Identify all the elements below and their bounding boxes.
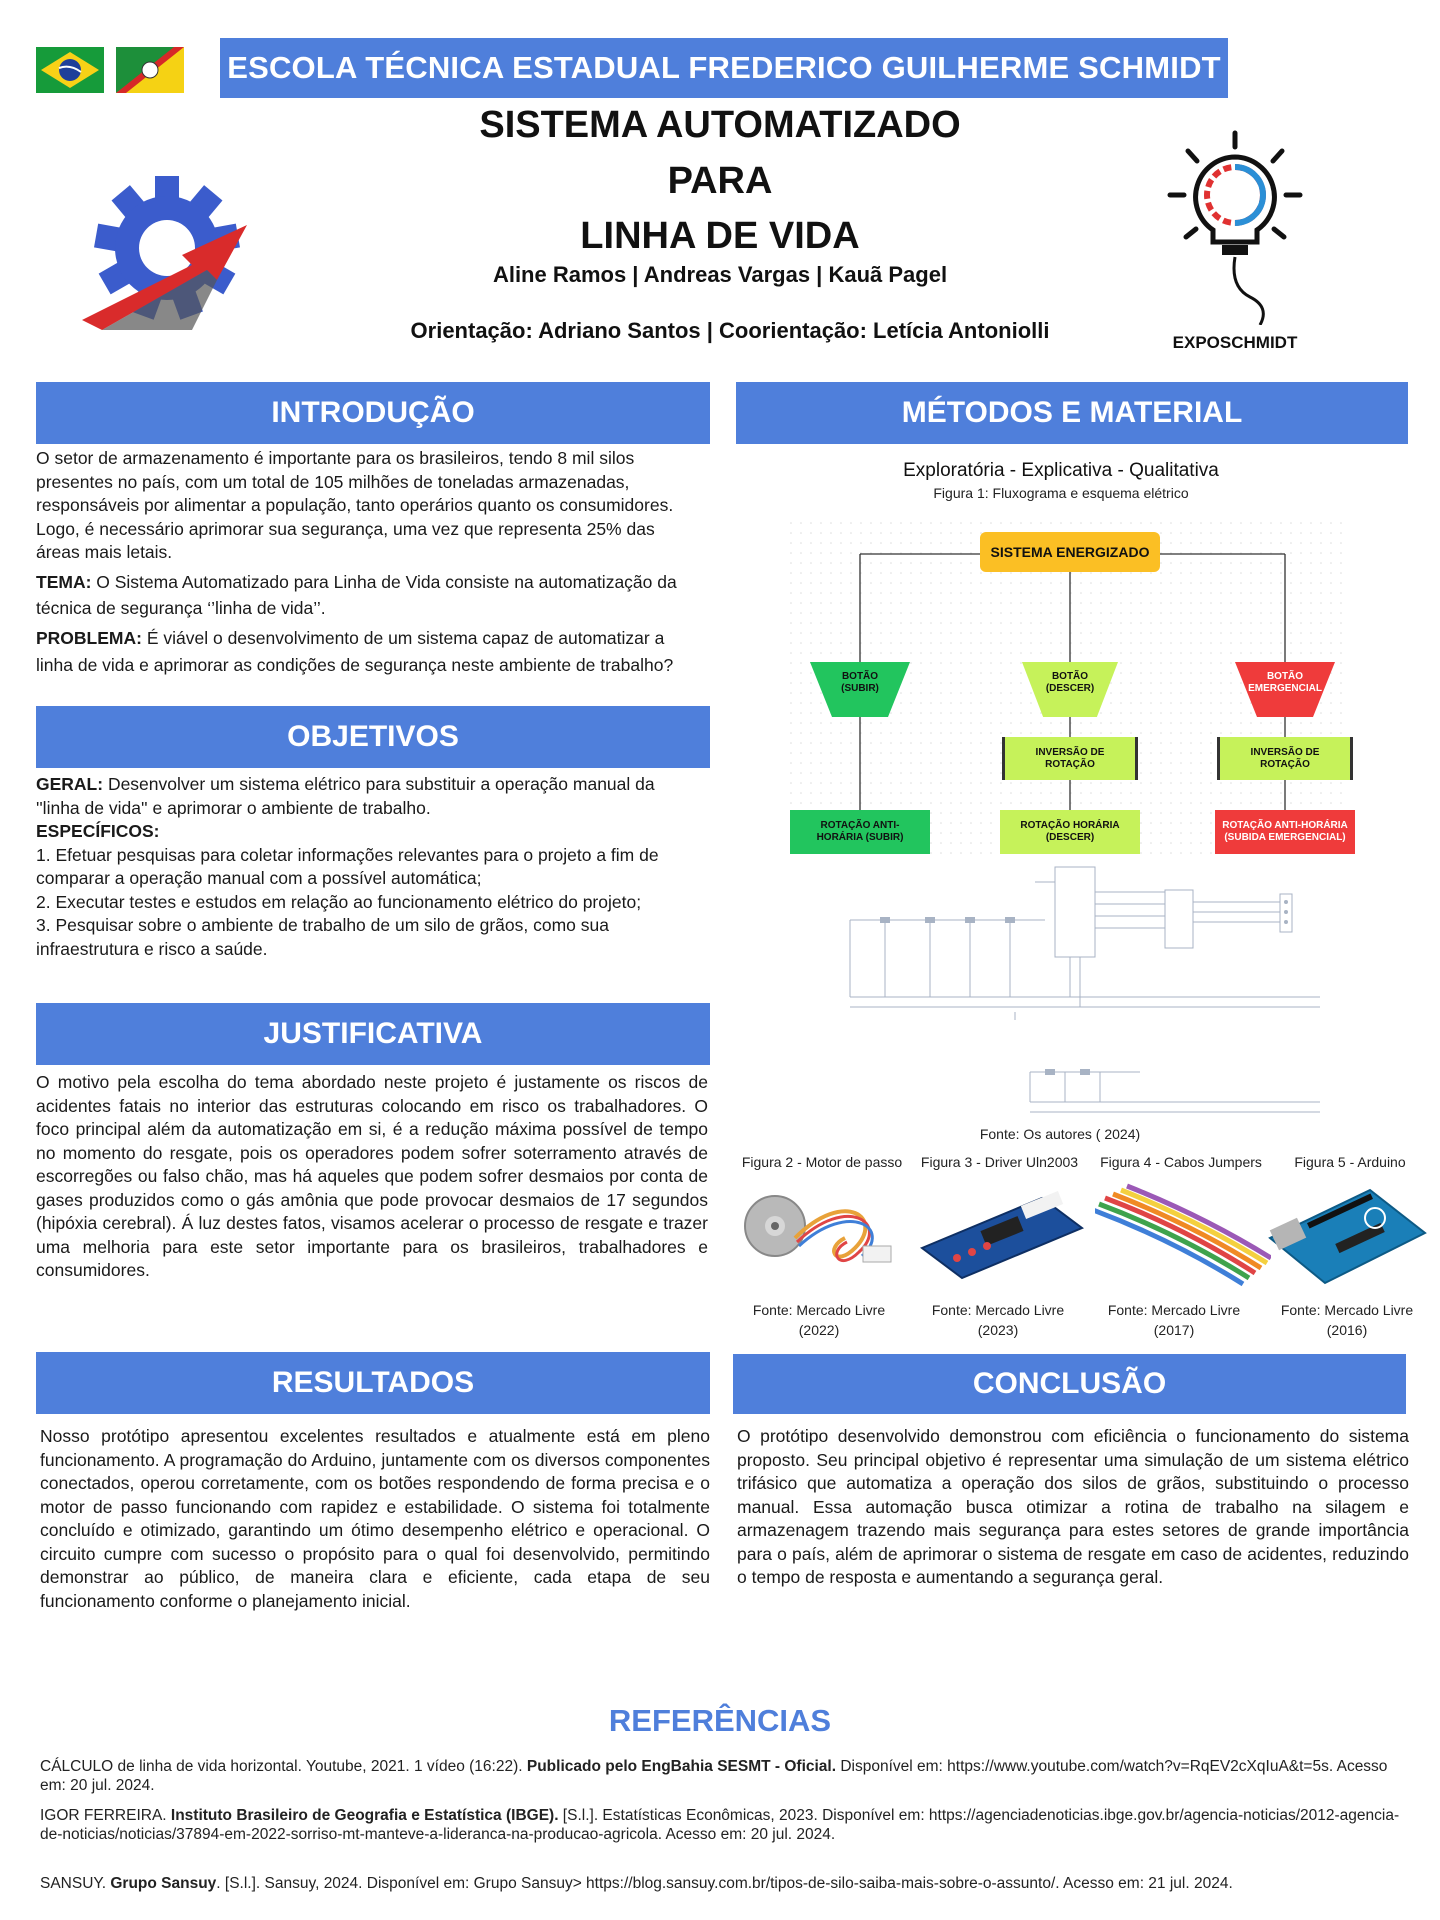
flow-button-subir-label: BOTÃO (SUBIR) <box>841 671 879 694</box>
flow-inversao-descer: INVERSÃO DE ROTAÇÃO <box>1002 737 1138 780</box>
reference-1 <box>40 1757 1400 1795</box>
reference-1-bold: Publicado pelo EngBahia SESMT - Oficial. <box>526 1758 837 1775</box>
advisors: Orientação: Adriano Santos | Coorientação: Letícia Antoniolli <box>410 318 1050 343</box>
conclusao-body: O protótipo desenvolvido demonstrou com eficiência o funcionamento do sistema proposto. Seu principal objetivo é representar uma simulação de um sistema elétrico trifásico que automatiza a operação dos silos de grãos, substituindo o processo manual. Essa automação busca otimizar a rotina de trabalho na silagem e armazenagem trazendo mais segurança para estes setores de grande importância para o país, além de aprimorar o sistema de resgate em caso de acidentes, reduzindo o tempo de resposta e aumentando a segurança geral. <box>737 1426 1409 1587</box>
figure-2-title: Figura 2 - Motor de passo <box>741 1154 903 1170</box>
flow-button-emergencial-label: BOTÃO EMERGENCIAL <box>1248 671 1322 694</box>
title-line-3: LINHA DE VIDA <box>580 215 860 257</box>
flow-rotacao-descer: ROTAÇÃO HORÁRIA (DESCER) <box>1000 810 1140 854</box>
reference-3-bold: Grupo Sansuy <box>110 1875 217 1892</box>
introducao-heading: INTRODUÇÃO <box>36 382 710 444</box>
geral-text: Desenvolver um sistema elétrico para substituir a operação manual da ''linha de vida'' e aprimorar o ambiente de trabalho. <box>36 774 655 818</box>
flow-inversao-emergencial: INVERSÃO DE ROTAÇÃO <box>1217 737 1353 780</box>
title-line-1: SISTEMA AUTOMATIZADO <box>479 104 961 146</box>
referencias-heading: REFERÊNCIAS <box>608 1703 832 1738</box>
objetivo-item: 1. Efetuar pesquisas para coletar informações relevantes para o projeto a fim de comparar a operação manual com a possível automática; <box>36 844 659 888</box>
figure-5-title: Figura 5 - Arduino <box>1294 1154 1406 1170</box>
resultados-heading: RESULTADOS <box>36 1352 710 1414</box>
title-line-2: PARA <box>667 160 773 202</box>
figure-5-source: Fonte: Mercado Livre (2016) <box>1280 1302 1414 1338</box>
expo-label: EXPOSCHMIDT <box>1172 333 1298 352</box>
rio-grande-do-sul-flag-icon <box>116 47 184 93</box>
flowchart <box>790 522 1350 862</box>
objetivos-heading: OBJETIVOS <box>36 706 710 768</box>
tema-text: O Sistema Automatizado para Linha de Vida consiste na automatização da técnica de segurança ‘’linha de vida’’. <box>36 571 677 618</box>
problema-label: PROBLEMA: <box>36 627 142 648</box>
arduino-photo <box>1265 1178 1430 1288</box>
resultados-body: Nosso protótipo apresentou excelentes resultados e atualmente está em pleno funcionamento. A programação do Arduino, juntamente com os diversos componentes conectados, operou corretamente, com os botões respondendo de forma precisa e o motor de passo funcionando com rapidez e estabilidade. O sistema foi totalmente concluído e otimizado, garantindo um ótimo desempenho elétrico e operacional. O circuito cumpre com sucesso o propósito para o qual foi desenvolvido, permitindo demonstrar ao público, de maneira clara e eficiente, cada etapa de seu funcionamento conforme o planejamento inicial. <box>40 1426 710 1611</box>
school-gear-logo <box>72 170 287 330</box>
reference-3 <box>40 1874 1400 1893</box>
electrical-schematic <box>840 862 1340 1127</box>
reference-3-text: SANSUY. <box>40 1875 111 1892</box>
figure-2-source: Fonte: Mercado Livre (2022) <box>752 1302 886 1338</box>
figure-1-title: Figura 1: Fluxograma e esquema elétrico <box>933 485 1189 501</box>
flow-rotacao-subir: ROTAÇÃO ANTI-HORÁRIA (SUBIR) <box>790 810 930 854</box>
jumper-cables-photo <box>1095 1178 1271 1288</box>
introducao-paragraph: O setor de armazenamento é importante para os brasileiros, tendo 8 mil silos presentes no país, com um total de 105 milhões de toneladas armazenadas, responsáveis por alimentar a população, tanto operários quanto os consumidores. Logo, é necessário aprimorar sua segurança, uma vez que representa 25% das áreas mais letais. <box>36 448 674 562</box>
flow-rotacao-emergencial: ROTAÇÃO ANTI-HORÁRIA (SUBIDA EMERGENCIAL) <box>1215 810 1355 854</box>
figure-1-source: Fonte: Os autores ( 2024) <box>979 1126 1141 1142</box>
reference-1-text: CÁLCULO de linha de vida horizontal. Youtube, 2021. 1 vídeo (16:22). <box>40 1758 527 1775</box>
conclusao-heading: CONCLUSÃO <box>733 1354 1406 1414</box>
metodos-heading: MÉTODOS E MATERIAL <box>736 382 1408 444</box>
driver-board-photo <box>912 1178 1088 1288</box>
introducao-body <box>36 447 702 679</box>
justificativa-body: O motivo pela escolha do tema abordado neste projeto é justamente os riscos de acidentes fatais no interior das estruturas colocando em risco os trabalhadores. O foco principal além da automatização em si, é a redução máxima possível de tempo no momento do resgate, pois os operadores podem sofrer soterramento através de escorregões ou falso chão, mas há aqueles que podem sofrer desmaios por conta de gases produzidos como o gás amônia que pode provocar desmaios de 17 segundos (hipóxia cerebral). Á luz destes fatos, visamos acelerar o processo de resgate e trazer uma melhoria para este setor importante para os brasileiros, trabalhadores e consumidores. <box>36 1072 708 1280</box>
objetivo-item: 2. Executar testes e estudos em relação ao funcionamento elétrico do projeto; <box>36 891 642 912</box>
brazil-flag-icon <box>36 47 104 93</box>
figure-3-title: Figura 3 - Driver Uln2003 <box>920 1154 1079 1170</box>
problema-text: É viável o desenvolvimento de um sistema capaz de automatizar a linha de vida e aprimorar as condições de segurança neste ambiente de trabalho? <box>36 627 674 675</box>
reference-2-text: IGOR FERREIRA. <box>40 1807 171 1824</box>
tema-label: TEMA: <box>36 571 92 592</box>
school-banner: ESCOLA TÉCNICA ESTADUAL FREDERICO GUILHERME SCHMIDT <box>220 38 1228 98</box>
objetivos-body <box>36 773 696 961</box>
reference-2 <box>40 1806 1400 1844</box>
figure-4-title: Figura 4 - Cabos Jumpers <box>1100 1154 1262 1170</box>
objetivo-item: 3. Pesquisar sobre o ambiente de trabalho de um silo de grãos, como sua infraestrutura e risco a saúde. <box>36 915 609 959</box>
stepper-motor-photo <box>735 1178 905 1288</box>
reference-2-bold: Instituto Brasileiro de Geografia e Estatística (IBGE). <box>170 1807 559 1824</box>
geral-label: GERAL: <box>36 774 104 794</box>
especificos-label: ESPECÍFICOS: <box>36 821 160 841</box>
flow-button-descer-label: BOTÃO (DESCER) <box>1045 671 1095 694</box>
reference-2-rest: [S.l.]. Estatísticas Econômicas, 2023. Disponível em: https://agenciadenoticias.ibge.gov.br/agencia-noticias/2012-agencia-de-noticias/noticias/37894-em-2022-sorriso-mt-manteve-a-lideranca-na-producao-agricola. Acesso em: 20 jul. 2024. <box>40 1807 1400 1843</box>
justificativa-heading: JUSTIFICATIVA <box>36 1003 710 1065</box>
figure-3-source: Fonte: Mercado Livre (2023) <box>931 1302 1065 1338</box>
metodos-subtitle: Exploratória - Explicativa - Qualitativa <box>903 460 1219 481</box>
flow-sistema-energizado: SISTEMA ENERGIZADO <box>980 532 1160 572</box>
reference-3-rest: . [S.l.]. Sansuy, 2024. Disponível em: Grupo Sansuy> https://blog.sansuy.com.br/tipos-de-silo-saiba-mais-sobre-o-assunto/. Acesso em: 21 jul. 2024. <box>216 1875 1233 1892</box>
authors: Aline Ramos | Andreas Vargas | Kauã Pagel <box>492 262 948 287</box>
reference-1-rest: Disponível em: https://www.youtube.com/watch?v=RqEV2cXqIuA&t=5s. Acesso em: 20 jul. 2024. <box>40 1758 1388 1794</box>
exposchmidt-lightbulb-logo <box>1150 125 1320 325</box>
figure-4-source: Fonte: Mercado Livre (2017) <box>1107 1302 1241 1338</box>
